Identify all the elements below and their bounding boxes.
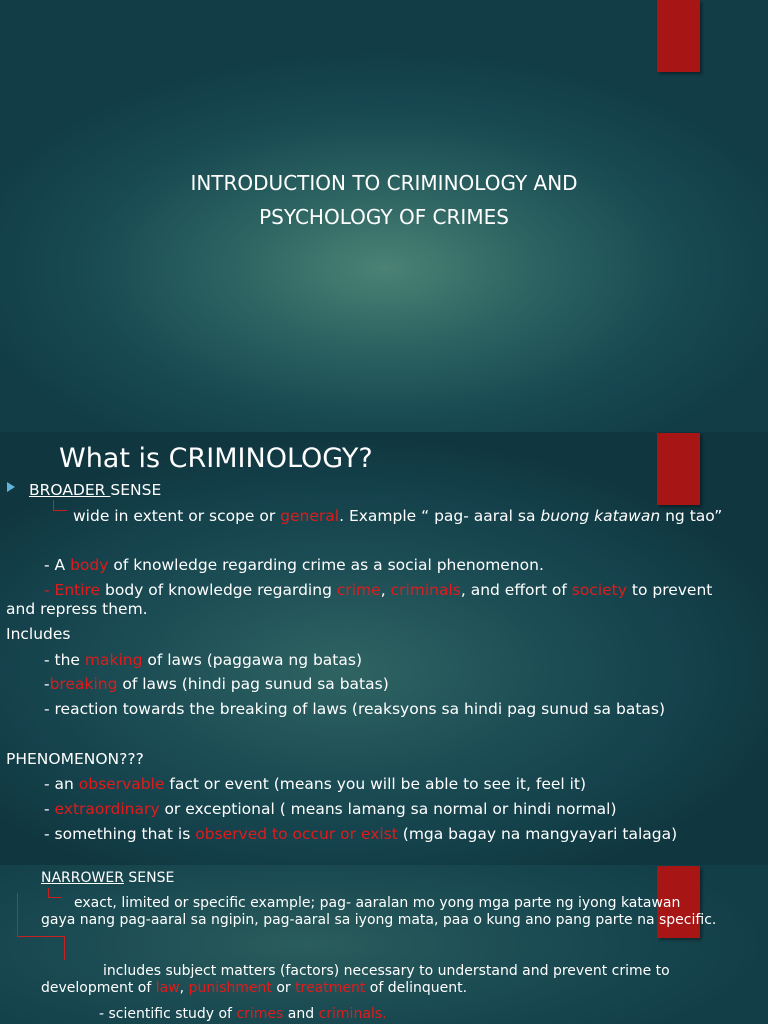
title-line-2: PSYCHOLOGY OF CRIMES: [259, 205, 509, 229]
connector-line: [17, 893, 18, 937]
includes-item-3: - reaction towards the breaking of laws (reaksyons sa hindi pag sunud sa batas): [44, 700, 666, 718]
connector-line: [53, 500, 54, 510]
narrower-def-line-5: - scientific study of crimes and criminals.: [99, 1006, 387, 1022]
title-slide: [0, 0, 768, 432]
definition-line-2-cont: and repress them.: [6, 600, 148, 618]
includes-item-1: - the making of laws (paggawa ng batas): [44, 651, 363, 669]
definition-line-2: - Entire body of knowledge regarding crime, criminals, and effort of society to prevent: [44, 581, 713, 599]
phenomenon-label: PHENOMENON???: [6, 750, 144, 768]
includes-label: Includes: [6, 625, 71, 643]
connector-line: [64, 936, 65, 960]
narrower-def-line-2: gaya nang pag-aaral sa ngipin, pag-aaral sa iyong mata, paa o kung ano pang parte na specific.: [41, 912, 717, 928]
narrower-def-line-3: includes subject matters (factors) necessary to understand and prevent crime to: [103, 963, 670, 979]
narrower-word: NARROWER: [41, 870, 124, 886]
connector-line: [48, 897, 62, 898]
narrower-def-line-1: exact, limited or specific example; pag- aaralan mo yong mga parte ng iyong katawan: [74, 895, 681, 911]
connector-line: [53, 510, 67, 511]
red-accent-bar: [657, 0, 700, 72]
includes-item-2: -breaking of laws (hindi pag sunud sa batas): [44, 675, 389, 693]
title-line-1: INTRODUCTION TO CRIMINOLOGY AND: [190, 171, 578, 195]
connector-line: [48, 888, 49, 897]
bullet-arrow-icon: [7, 482, 15, 492]
connector-line: [17, 936, 65, 937]
broader-definition: wide in extent or scope or general. Example “ pag- aaral sa buong katawan ng tao”: [73, 507, 723, 525]
broader-sense-label: [29, 480, 161, 500]
phenomenon-item-1: - an observable fact or event (means you will be able to see it, feel it): [44, 775, 587, 793]
narrower-slide: [0, 865, 768, 1024]
definition-line-1: - A body of knowledge regarding crime as a social phenomenon.: [44, 556, 544, 574]
broader-word: BROADER: [29, 481, 111, 499]
sense-word: SENSE: [123, 870, 175, 886]
slide-heading: What is CRIMINOLOGY?: [59, 443, 373, 474]
phenomenon-item-3: - something that is observed to occur or exist (mga bagay na mangyayari talaga): [44, 825, 678, 843]
sense-word: SENSE: [110, 481, 162, 499]
narrower-sense-label: [41, 869, 174, 887]
narrower-def-line-4: development of law, punishment or treatment of delinquent.: [41, 980, 468, 996]
slide-title: [0, 166, 768, 234]
red-accent-bar: [657, 433, 700, 505]
phenomenon-item-2: - extraordinary or exceptional ( means lamang sa normal or hindi normal): [44, 800, 617, 818]
